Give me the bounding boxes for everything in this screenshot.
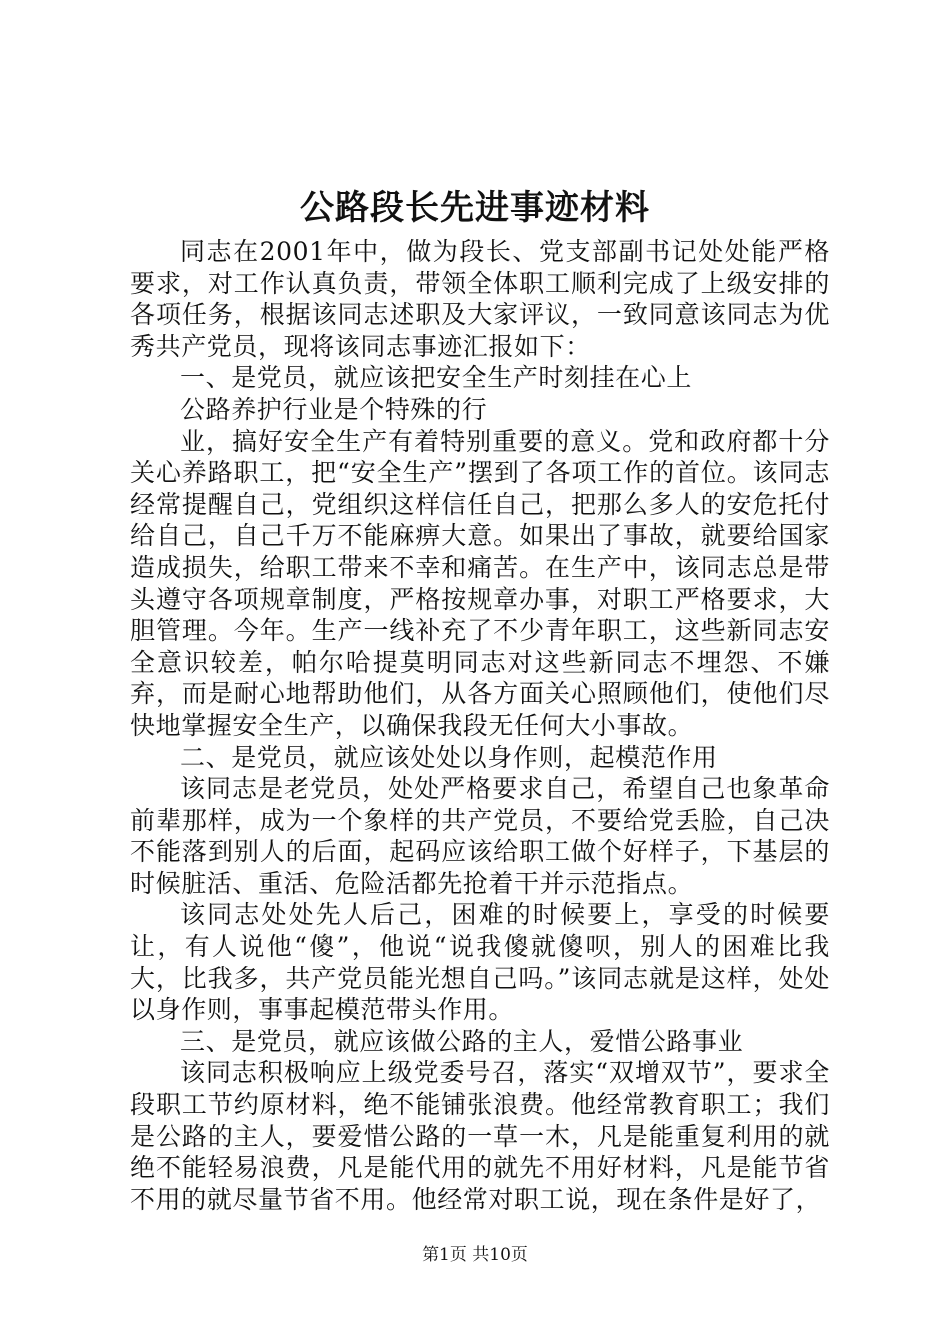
section-heading-2: 二、是党员，就应该处处以身作则，起模范作用 — [180, 742, 718, 772]
paragraph-safety: 业，搞好安全生产有着特别重要的意义。党和政府都十分关心养路职工，把“安全生产”摆到了各项工作的首位。该同志经常提醒自己，党组织这样信任自己，把那么多人的安危托付给自己，自己千万不能麻痹大意。如果出了事故，就要给国家造成损失，给职工带来不幸和痛苦。在生产中，该同志总是带头遵守各项规章制度，严格按规章办事，对职工严格要求，大胆管理。今年。生产一线补充了不少青年职工，这些新同志安全意识较差，帕尔哈提莫明同志对这些新同志不埋怨、不嫌弃，而是耐心地帮助他们，从各方面关心照顾他们，使他们尽快地掌握安全生产，以确保我段无任何大小事故。 — [130, 426, 830, 740]
paragraph-intro: 同志在2001年中，做为段长、党支部副书记处处能严格要求，对工作认真负责，带领全体职工顺利完成了上级安排的各项任务，根据该同志述职及大家评议，一致同意该同志为优秀共产党员，现将该同志事迹汇报如下： — [130, 237, 830, 361]
document-body — [130, 236, 830, 1215]
paragraph-fragment: 公路养护行业是个特殊的行 — [180, 394, 488, 424]
document-title: 公路段长先进事迹材料 — [300, 188, 650, 228]
page-footer: 第1页 共10页 — [422, 1245, 528, 1265]
paragraph-economy: 该同志积极响应上级党委号召，落实“双增双节”，要求全段职工节约原材料，绝不能铺张浪费。他经常教育职工；我们是公路的主人，要爱惜公路的一草一木，凡是能重复利用的就绝不能轻易浪费，凡是能代用的就先不用好材料，凡是能节省不用的就尽量节省不用。他经常对职工说，现在条件是好了， — [130, 1058, 830, 1214]
paragraph-selfless: 该同志处处先人后己，困难的时候要上，享受的时候要让，有人说他“傻”，他说“说我傻就傻呗，别人的困难比我大，比我多，共产党员能光想自己吗。”该同志就是这样，处处以身作则，事事起模范带头作用。 — [130, 900, 830, 1025]
section-heading-3: 三、是党员，就应该做公路的主人，爱惜公路事业 — [180, 1026, 744, 1056]
section-heading-1: 一、是党员，就应该把安全生产时刻挂在心上 — [180, 363, 693, 393]
paragraph-example: 该同志是老党员，处处严格要求自己，希望自己也象革命前辈那样，成为一个象样的共产党员，不要给党丢脸，自己决不能落到别人的后面，起码应该给职工做个好样子，下基层的时候脏活、重活、危险活都先抢着干并示范指点。 — [130, 774, 830, 898]
